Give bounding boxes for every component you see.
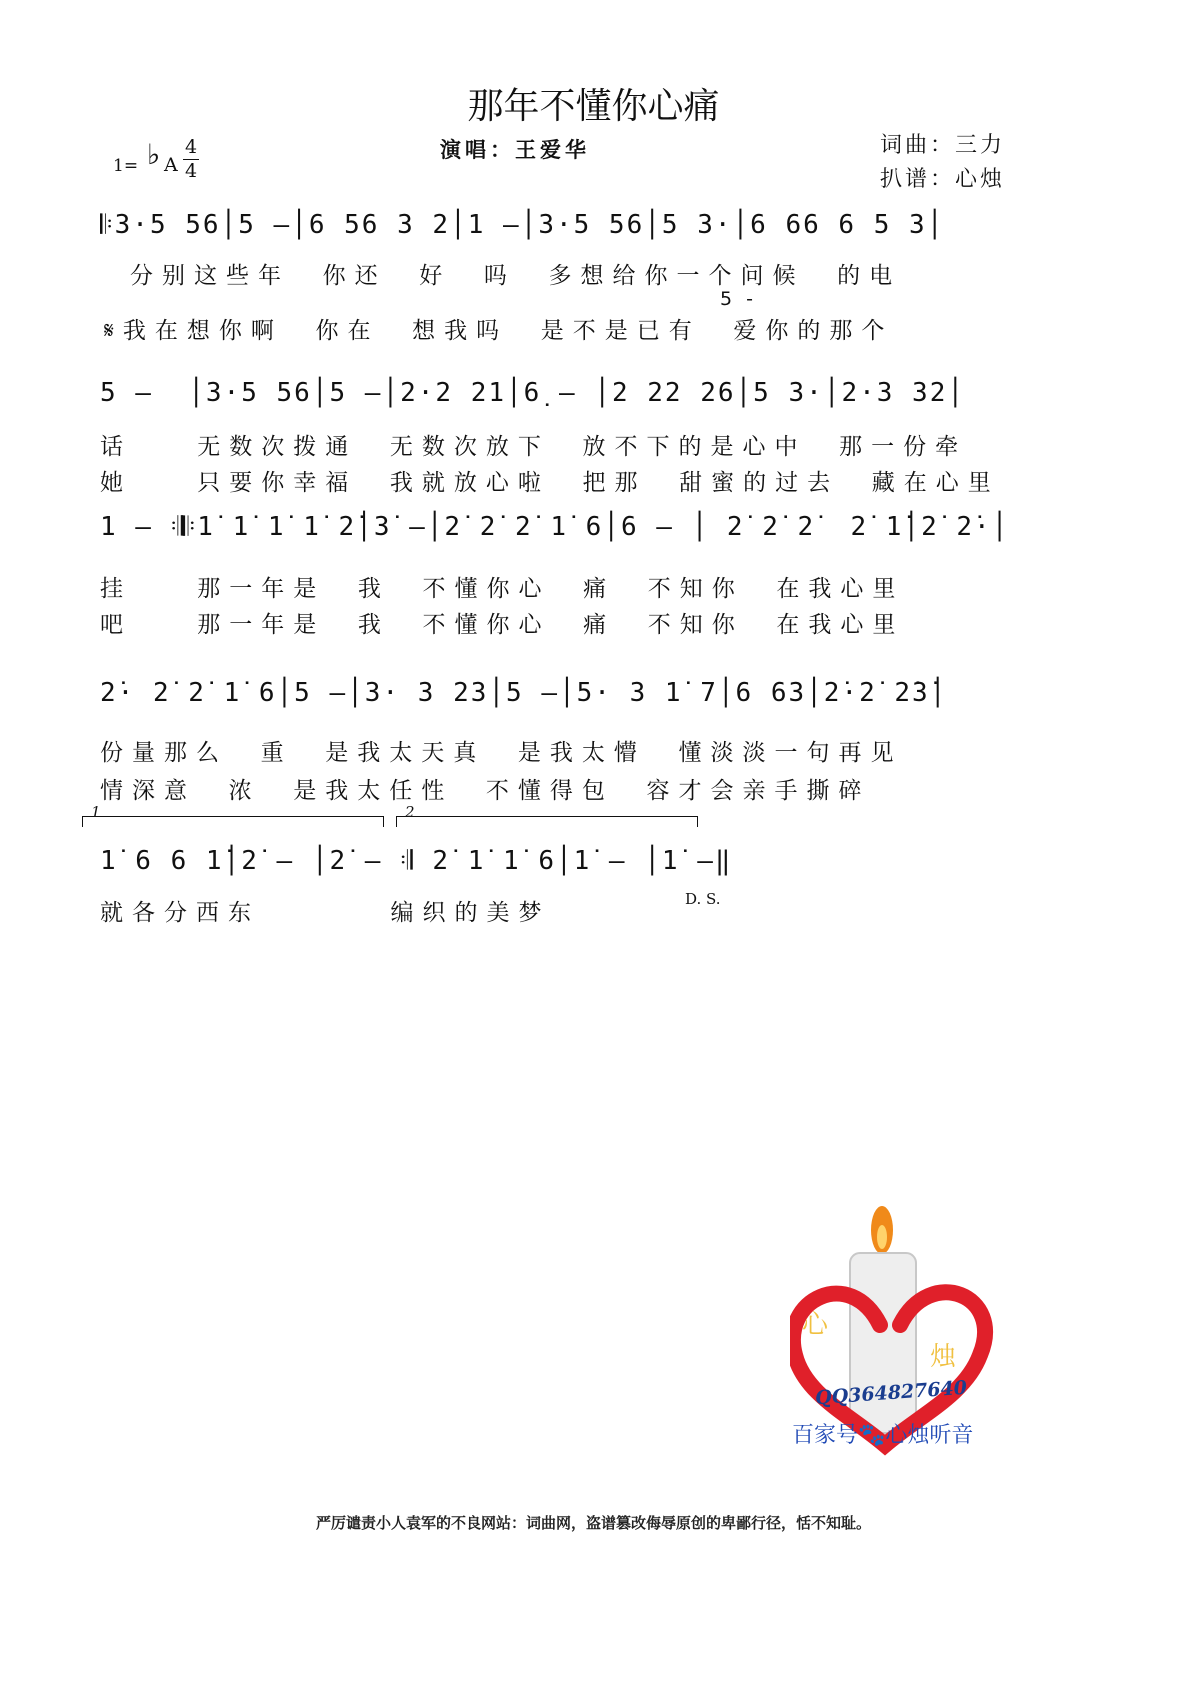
qq-number: QQ364827640: [814, 1376, 968, 1410]
flat-symbol: ♭: [147, 138, 161, 171]
key-tonic: A: [164, 154, 178, 176]
lyric-line-1: 份量那么 重 是我太天真 是我太懵 懂淡淡一句再见: [100, 740, 903, 766]
lyric-line-2: 她 只要你幸福 我就放心啦 把那 甜蜜的过去 藏在心里: [100, 470, 1000, 496]
lyric-line-1: 分别这些年 你还 好 吗 多想给你一个问候 的电: [130, 263, 902, 289]
system-notes: 2̇· 2̇ 2̇ 1̇ 6│5 –│3· 3 23│5 –│5· 3 1̇ 7│6 63│2̇·2̇ 2̇3̇│: [100, 678, 948, 708]
song-title: 那年不懂你心痛: [467, 86, 720, 127]
dal-segno-mark: D. S.: [685, 890, 721, 908]
system-notes: 1 – 𝄇𝄆1̇ 1̇ 1̇ 1̇ 2̇│3̇ –│2̇ 2̇ 2̇ 1̇ 6│6 – │ 2̇ 2̇ 2̇ 2̇ 1̇│2̇ 2̇·│: [100, 512, 1010, 542]
ending-number: 1: [91, 803, 101, 821]
lyric-line-2: 吧 那一年是 我 不懂你心 痛 不知你 在我心里: [100, 612, 905, 638]
ending-number: 2: [405, 803, 415, 821]
system-notes: 5 – │3·5 56│5 –│2·2 21│6̣ – │2 22 26│5 3·│2·3 32│: [100, 378, 966, 408]
singer-credit: 演唱：王爱华: [440, 138, 590, 162]
lyric-line-1: 就各分西东 编织的美梦: [100, 900, 551, 926]
footer-notice: 严厉谴责小人袁军的不良网站：词曲网，盗谱篡改侮辱原创的卑鄙行径，恬不知耻。: [315, 1514, 871, 1532]
system-notes: 1̇ 6 6 1̇│2̇ – │2̇ – 𝄇 2̇ 1̇ 1̇ 6│1̇ – │1̇ –‖: [100, 846, 733, 876]
svg-text:心: 心: [802, 1310, 829, 1340]
lyric-line-1: 话 无数次拨通 无数次放下 放不下的是心中 那一份牵: [100, 434, 968, 460]
svg-text:烛: 烛: [930, 1342, 957, 1372]
second-ending-bracket: [396, 803, 698, 827]
lyricist-credit: 词曲：三力: [880, 133, 1006, 158]
extra-notes: 5 -: [720, 288, 757, 310]
transcriber-credit: 扒谱：心烛: [880, 167, 1006, 192]
first-ending-bracket: [82, 803, 384, 827]
lyric-line-2: 情深意 浓 是我太任性 不懂得包 容才会亲手撕碎: [100, 778, 871, 804]
key-signature: [113, 130, 223, 190]
lyric-line-2: 𝄋我在想你啊 你在 想我吗 是不是已有 爱你的那个: [104, 318, 894, 344]
time-numerator: 4: [184, 136, 198, 158]
system-notes: 𝄆3·5 56│5 –│6 56 3 2│1 –│3·5 56│5 3·│6 66 6 5 3│: [100, 210, 945, 240]
time-denominator: 4: [184, 160, 198, 182]
brand-label: 百家号🐾心烛听音: [792, 1423, 974, 1448]
key-prefix: 1=: [113, 156, 139, 176]
time-signature: [181, 136, 201, 183]
lyric-line-1: 挂 那一年是 我 不懂你心 痛 不知你 在我心里: [100, 576, 905, 602]
